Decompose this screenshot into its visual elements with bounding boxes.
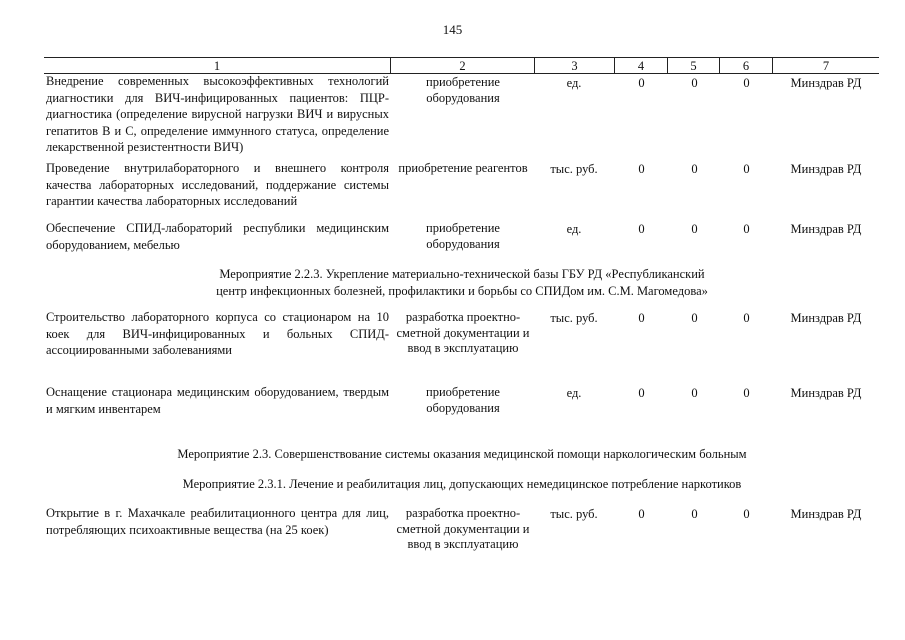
column-header-4: 4 [637, 59, 645, 73]
table-row-name: Оснащение стационара медицинским оборудованием, твердым и мягким инвентарем [46, 385, 389, 416]
table-row-name: Внедрение современных высокоэффективных технологий диагностики для ВИЧ-инфицированных пациентов: ПЦР-диагностика (определение вирусной нагрузки ВИЧ и вирусных гепатитов В и С, определение иммунного статуса, определение лекарственной резистентности ВИЧ) [46, 74, 389, 154]
table-row-value-4: 0 [638, 222, 645, 236]
table-row-executor: Минздрав РД [790, 76, 862, 90]
header-top-border [44, 57, 879, 58]
table-row-type: приобретение оборудования [426, 221, 500, 251]
page-number: 145 [442, 22, 463, 37]
table-row-name: Обеспечение СПИД-лабораторий республики медицинским оборудованием, мебелью [46, 221, 389, 252]
table-row-value-6: 0 [743, 162, 750, 176]
table-row-value-6: 0 [743, 222, 750, 236]
column-header-1: 1 [213, 59, 221, 73]
table-row-value-5: 0 [691, 76, 698, 90]
table-row-value-5: 0 [691, 311, 698, 325]
table-row-value-4: 0 [638, 311, 645, 325]
table-row-value-4: 0 [638, 386, 645, 400]
table-row-value-5: 0 [691, 386, 698, 400]
table-row-unit: ед. [566, 386, 582, 400]
table-row-value-5: 0 [691, 507, 698, 521]
table-row-name: Открытие в г. Махачкале реабилитационного центра для лиц, потребляющих психоактивные вещества (на 25 коек) [46, 506, 389, 537]
table-row-name: Строительство лабораторного корпуса со стационаром на 10 коек для ВИЧ-инфицированных и больных СПИД-ассоциированными заболеваниями [46, 310, 389, 357]
table-row-executor: Минздрав РД [790, 222, 862, 236]
table-row-type: разработка проектно-сметной документации и ввод в эксплуатацию [396, 310, 530, 355]
table-row-value-5: 0 [691, 222, 698, 236]
table-row-executor: Минздрав РД [790, 386, 862, 400]
table-row-type: приобретение оборудования [426, 385, 500, 415]
table-row-unit: тыс. руб. [550, 507, 598, 521]
section-heading-2-3: Мероприятие 2.3. Совершенствование системы оказания медицинской помощи наркологическим больным [177, 447, 747, 461]
column-header-6: 6 [742, 59, 750, 73]
column-header-7: 7 [822, 59, 830, 73]
table-row-value-6: 0 [743, 507, 750, 521]
table-row-value-5: 0 [691, 162, 698, 176]
table-row-value-4: 0 [638, 162, 645, 176]
table-row-unit: тыс. руб. [550, 311, 598, 325]
column-header-2: 2 [459, 59, 466, 73]
table-row-type: приобретение реагентов [398, 161, 528, 175]
table-row-unit: ед. [566, 222, 582, 236]
table-row-value-4: 0 [638, 76, 645, 90]
column-header-5: 5 [690, 59, 697, 73]
table-row-executor: Минздрав РД [790, 311, 862, 325]
section-heading-2-3-1: Мероприятие 2.3.1. Лечение и реабилитация лиц, допускающих немедицинское потребление наркотиков [182, 477, 742, 491]
table-row-value-6: 0 [743, 76, 750, 90]
table-row-value-4: 0 [638, 507, 645, 521]
table-row-unit: тыс. руб. [550, 162, 598, 176]
table-row-type: разработка проектно-сметной документации и ввод в эксплуатацию [396, 506, 530, 551]
column-header-3: 3 [571, 59, 578, 73]
section-heading-2-2-3 [46, 266, 878, 300]
table-row-unit: ед. [566, 76, 582, 90]
table-row-value-6: 0 [743, 386, 750, 400]
table-row-type: приобретение оборудования [426, 75, 500, 105]
section-heading-line: центр инфекционных болезней, профилактики и борьбы со СПИДом им. С.М. Магомедова» [216, 284, 708, 298]
section-heading-line: Мероприятие 2.2.3. Укрепление материально-технической базы ГБУ РД «Республиканский [219, 267, 705, 281]
table-row-executor: Минздрав РД [790, 507, 862, 521]
table-row-executor: Минздрав РД [790, 162, 862, 176]
table-row-value-6: 0 [743, 311, 750, 325]
table-row-name: Проведение внутрилабораторного и внешнего контроля качества лабораторных исследований, поддержание системы гарантии качества лабораторных исследований [46, 161, 389, 208]
